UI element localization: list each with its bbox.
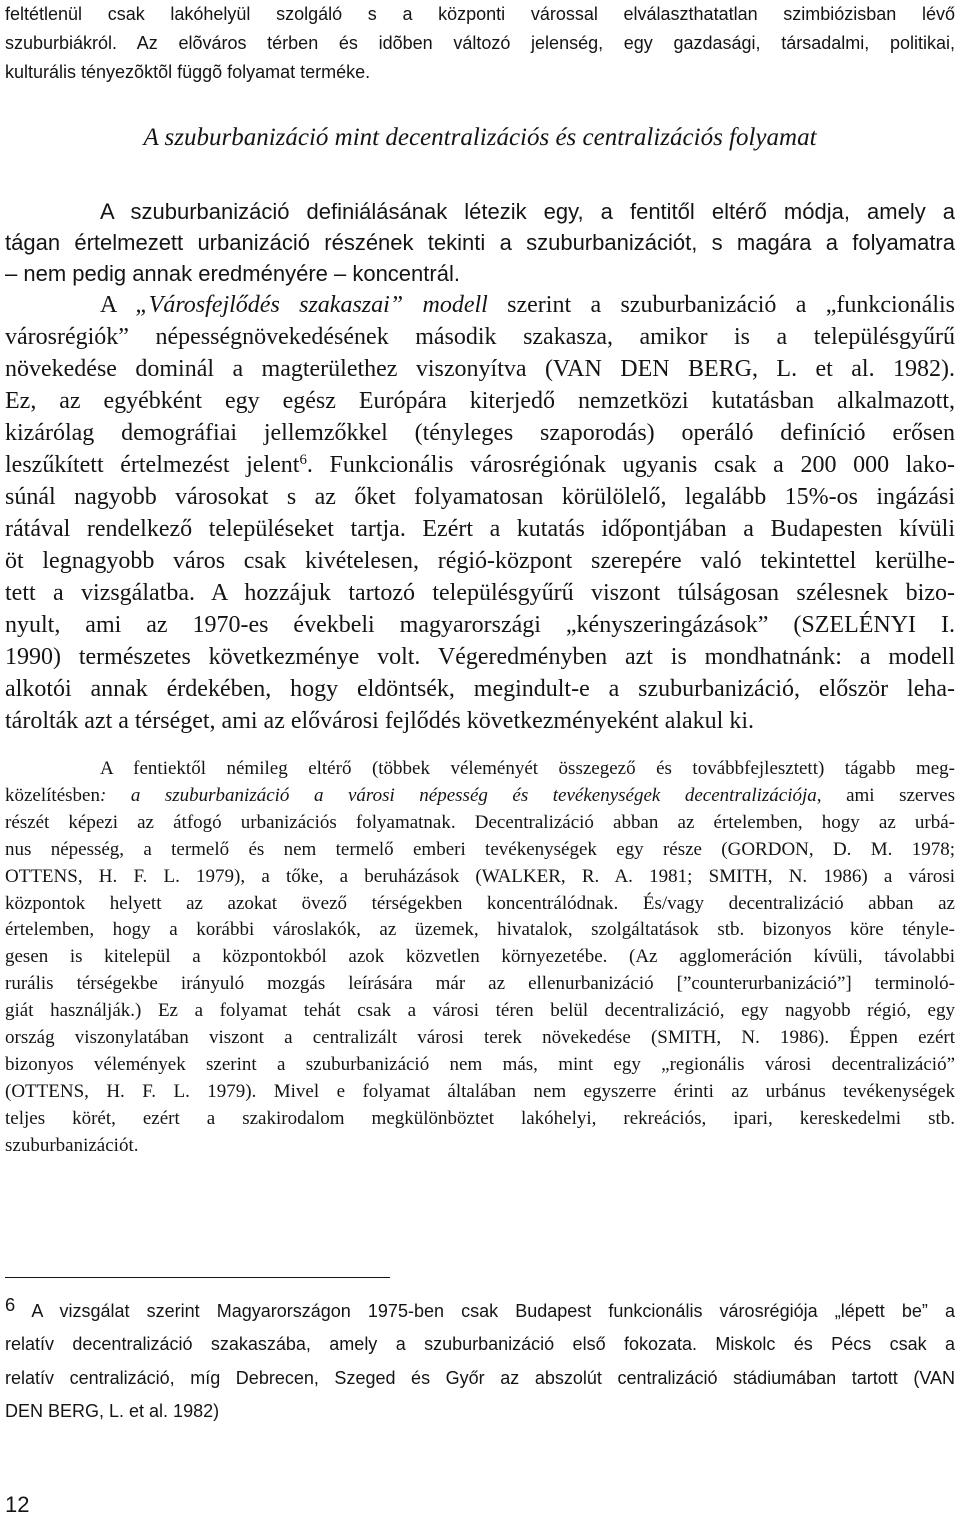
text-line: részét képezi az átfogó urbanizációs folyamatnak. Decentralizáció abban az értelemben, hogy az urbá- [5, 811, 955, 833]
text-line [5, 289, 955, 321]
text-line: növekedése dominál a magterülethez viszonyítva (VAN DEN BERG, L. et al. 1982). [5, 356, 955, 382]
text-line: – nem pedig annak eredményére – koncentrál. [5, 261, 460, 286]
text-line: feltétlenül csak lakóhelyül szolgáló s a központi várossal elválaszthatatlan szimbiózisban lévő [5, 4, 955, 24]
text-run: leszűkített értelmezést jelent [5, 452, 300, 478]
text-run: , ami szerves [816, 784, 956, 806]
paragraph [5, 289, 955, 737]
text-line: OTTENS, H. F. L. 1979), a tőke, a beruházások (WALKER, R. A. 1981; SMITH, N. 1986) a városi [5, 865, 955, 887]
text-line: tárolták azt a térséget, ami az elővárosi fejlődés következményeként alakul ki. [5, 708, 755, 734]
text-line: DEN BERG, L. et al. 1982) [5, 1400, 220, 1421]
text-line: rurális térségekbe irányuló mozgás leírására már az ellenurbanizáció [”counterurbanizáció”] terminoló- [5, 973, 955, 995]
text-line: Ez, az egyébként egy egész Európára kiterjedő nemzetközi kutatásban alkalmazott, [5, 388, 955, 414]
text-line: relatív centralizáció, míg Debrecen, Szeged és Győr az abszolút centralizáció stádiumában tartott (VAN [5, 1367, 955, 1388]
text-run: A vizsgálat szerint Magyarországon 1975-ben csak Budapest funkcionális városrégiója „lépett be” a [15, 1301, 955, 1321]
text-run: szerint a szuburbanizáció a „funkcionális [487, 292, 955, 318]
footnote-marker: 6 [299, 451, 307, 468]
paragraph [5, 196, 955, 289]
text-line: (OTTENS, H. F. L. 1979). Mivel e folyamat általában nem egyszerre érinti az urbánus tevékenységek [5, 1080, 955, 1102]
text-run: A [100, 292, 136, 318]
footnote-marker: 6 [5, 1293, 16, 1315]
text-line [5, 1295, 955, 1328]
italic-text: : a szuburbanizáció a városi népesség és tevékenységek decentralizációja [99, 784, 817, 806]
footnote-separator [5, 1277, 390, 1278]
text-line: bizonyos vélemények szerint a szuburbanizáció nem más, mint egy „regionális városi decentralizáció” [5, 1053, 955, 1075]
footnote [5, 1295, 955, 1428]
text-line: kulturális tényezõktõl függõ folyamat terméke. [5, 62, 371, 82]
text-line: szuburbiákról. Az elõváros térben és idõben változó jelenség, egy gazdasági, társadalmi, politikai, [5, 33, 955, 53]
text-line: 1990) természetes következménye volt. Végeredményben azt is mondhatnánk: a modell [5, 644, 955, 670]
text-line: szuburbanizációt. [5, 1134, 139, 1156]
text-line: nyult, ami az 1970-es évekbeli magyarországi „kényszeringázások” (SZELÉNYI I. [5, 612, 955, 638]
text-line: kizárólag demográfiai jellemzőkkel (tényleges szaporodás) operáló definíció erősen [5, 420, 955, 446]
text-line: tett a vizsgálatba. A hozzájuk tartozó településgyűrű viszont túlságosan szélesnek bizo- [5, 580, 955, 606]
page-number: 12 [5, 1492, 30, 1517]
text-run: . Funkcionális városrégiónak ugyanis csak a 200 000 lako- [306, 452, 955, 478]
text-line: központok helyett az azokat övező térségekben koncentrálódnak. És/vagy decentralizáció abban az [5, 892, 955, 914]
text-line: rátával rendelkező településeket tartja. Ezért a kutatás időpontjában a Budapesten kívüli [5, 516, 955, 542]
paragraph [5, 756, 955, 1160]
text-line: nus népesség, a termelő és nem termelő emberi tevékenységek egy része (GORDON, D. M. 1978; [5, 838, 955, 860]
text-line: öt legnagyobb város csak kivételesen, régió-központ szerepére való tekintettel kerülhe- [5, 548, 955, 574]
section-heading: A szuburbanizáció mint decentralizációs és centralizációs folyamat [143, 124, 817, 151]
text-line: alkotói annak érdekében, hogy eldöntsék, megindult-e a szuburbanizáció, először leha- [5, 676, 955, 702]
text-line: gesen is kitelepül a központokból azok közvetlen környezetébe. (Az agglomeráción kívüli, távolabbi [5, 946, 955, 968]
text-line: A szuburbanizáció definiálásának létezik egy, a fentitől eltérő módja, amely a [100, 199, 955, 224]
text-line [5, 783, 955, 810]
paragraph-continuation [5, 0, 955, 87]
text-line: ország viszonylatában viszont a centralizált városi terek növekedése (SMITH, N. 1986). Éppen ezért [5, 1027, 955, 1049]
text-line: súnál nagyobb városokat s az őket folyamatosan körülölelő, legalább 15%-os ingázási [5, 484, 955, 510]
text-line: teljes körét, ezért a szakirodalom megkülönböztet lakóhelyi, rekreációs, ipari, kereskedelmi stb. [5, 1107, 955, 1129]
text-line: giát használják.) Ez a folyamat tehát csak a városi téren belül decentralizáció, egy nagyobb régió, egy [5, 1000, 955, 1022]
text-run: közelítésben [5, 784, 100, 806]
text-line: A fentiektől némileg eltérő (többek véleményét összegező és továbbfejlesztett) tágabb meg- [100, 758, 955, 779]
italic-text: „Városfejlődés szakaszai” modell [135, 292, 488, 318]
text-line: értelemben, hogy a korábbi városlakók, az üzemek, hivatalok, szolgáltatások stb. bizonyos köre tényle- [5, 919, 955, 941]
text-line [5, 449, 955, 481]
text-line: városrégiók” népességnövekedésének második szakasza, amikor is a településgyűrű [5, 324, 955, 350]
text-line: relatív decentralizáció szakaszába, amely a szuburbanizáció első fokozata. Miskolc és Pécs csak a [5, 1334, 955, 1355]
text-line: tágan értelmezett urbanizáció részének tekinti a szuburbanizációt, s magára a folyamatra [5, 230, 955, 255]
